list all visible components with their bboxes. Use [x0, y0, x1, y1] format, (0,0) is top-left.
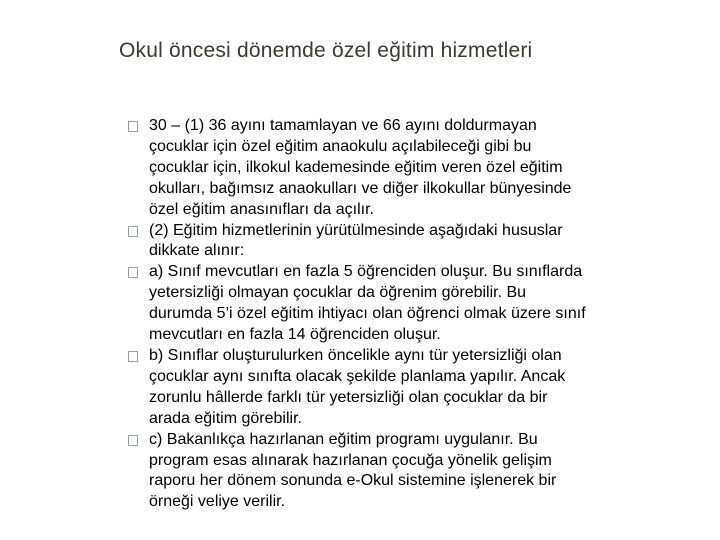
box-bullet-icon	[128, 435, 138, 446]
bullet-line: b) Sınıflar oluşturulurken öncelikle aynı tür yetersizliği olan	[149, 346, 562, 364]
bullet-line: durumda 5’i özel eğitim ihtiyacı olan öğrenci olmak üzere sınıf	[149, 305, 586, 323]
bullet-line: zorunlu hâllerde farklı tür yetersizliği olan çocuklar da bir	[149, 388, 548, 406]
bullet-item	[128, 430, 718, 514]
bullet-line: çocuklar için, ilkokul kademesinde eğitim veren özel eğitim	[149, 158, 563, 176]
bullet-item	[128, 262, 718, 346]
box-bullet-icon	[128, 121, 138, 132]
bullet-item	[128, 221, 718, 263]
bullet-line: arada eğitim görebilir.	[149, 409, 302, 427]
bullet-item	[128, 346, 718, 430]
bullet-item	[128, 116, 718, 221]
bullet-line: örneği veliye verilir.	[149, 493, 286, 511]
slide-title: Okul öncesi dönemde özel eğitim hizmetleri	[119, 39, 533, 62]
bullet-line: dikkate alınır:	[149, 242, 245, 260]
bullet-line: c) Bakanlıkça hazırlanan eğitim programı uygulanır. Bu	[149, 430, 538, 448]
bullet-list	[128, 116, 718, 513]
box-bullet-icon	[128, 351, 138, 362]
bullet-line: program esas alınarak hazırlanan çocuğa yönelik gelişim	[149, 451, 552, 469]
bullet-line: a) Sınıf mevcutları en fazla 5 öğrenciden oluşur. Bu sınıflarda	[149, 263, 583, 281]
bullet-line: (2) Eğitim hizmetlerinin yürütülmesinde aşağıdaki hususlar	[149, 221, 563, 239]
bullet-line: mevcutları en fazla 14 öğrenciden oluşur.	[149, 326, 441, 344]
bullet-line: 30 – (1) 36 ayını tamamlayan ve 66 ayını doldurmayan	[149, 117, 537, 134]
box-bullet-icon	[128, 226, 138, 237]
bullet-line: raporu her dönem sonunda e-Okul sistemine işlenerek bir	[149, 472, 557, 490]
bullet-line: okulları, bağımsız anaokulları ve diğer ilkokullar bünyesinde	[149, 179, 572, 197]
box-bullet-icon	[128, 267, 138, 278]
bullet-line: çocuklar için özel eğitim anaokulu açılabileceği gibi bu	[149, 137, 532, 155]
bullet-line: yetersizliği olmayan çocuklar da öğrenim görebilir. Bu	[149, 284, 527, 302]
bullet-line: özel eğitim anasınıfları da açılır.	[149, 200, 374, 218]
bullet-line: çocuklar aynı sınıfta olacak şekilde planlama yapılır. Ancak	[149, 367, 566, 385]
